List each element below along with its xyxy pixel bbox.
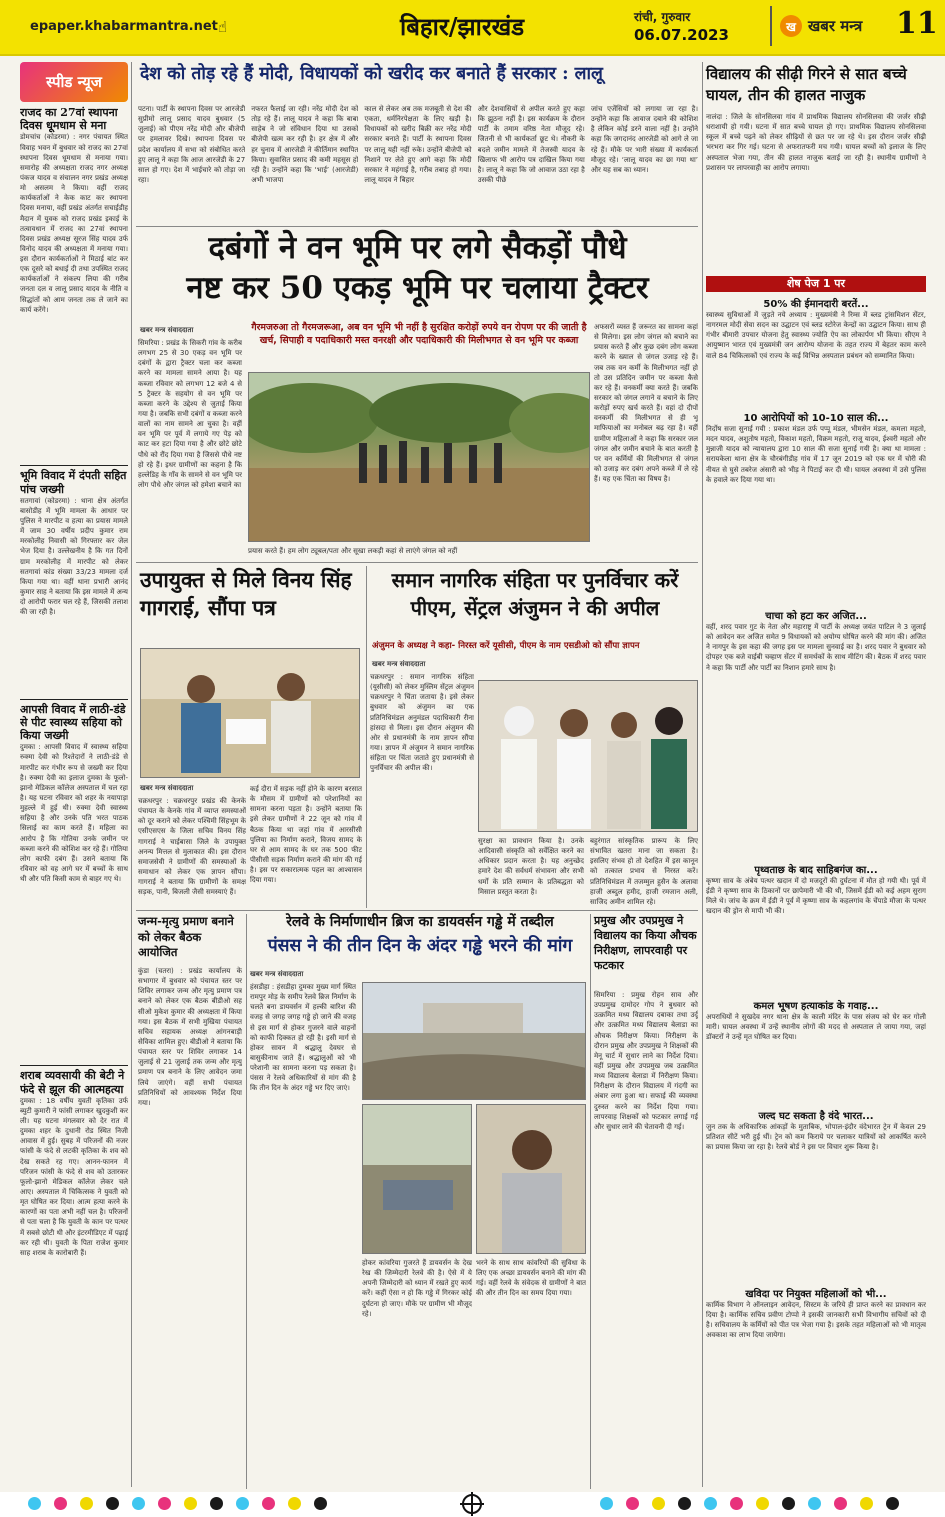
ucc-kicker: अंजुमन के अध्यक्ष ने कहा- निरस्त करें यूसीसी, पीएम के नाम एसडीओ को सौंपा ज्ञापन	[372, 641, 640, 651]
railway-photo-3-art	[477, 1105, 586, 1254]
viney-col-2: कई दौरा में सड़क नहीं होने के कारण बरसात के मौसम में ग्रामीणों को परेशानियों का सामना करना पड़ता है। उन्होंने बताया कि इसे लेकर ग्रामीणों ने 22 जून को गांव में बैठक किया था जहां गांव में आरसीसी पुलिया का निर्माण कराने, विजय सामद के घर से आम सामद के घर तक 500 फीट पीसीसी सड़क निर्माण कराने की मांग की गई है। इस पर सकारात्मक पहल का आश्वासन दिया गया।	[250, 785, 362, 885]
shesh-title-1: 50% की ईमानदारी बरतें...	[763, 299, 869, 310]
janm-headline: जन्म-मृत्यु प्रमाण बनाने को लेकर बैठक आयोजित	[138, 914, 234, 960]
lalu-headline: देश को तोड़ रहे हैं मोदी, विधायकों को खरीद कर बनाते हैं सरकार : लालू	[140, 64, 603, 84]
speed-news-body-2: सतगावां (कोडरमा) : थाना क्षेत्र अंतर्गत बासोडीह में भूमि मामला के आधार पर पुलिस ने मारपीट व हत्या का प्रयास मामले में जाम 30 वर्षीय प्रदीप कुमार राम मरकोलीह निवासी को गिरफ्तार कर जेल भेज दिया है। उल्लेखनीय है कि गत दिनों ग्राम मरकोलीह में मारपीट को लेकर सतगावां कांड संख्या 33/23 मामला दर्ज किया गया था। वहीं थाना प्रभारी आनंद कुमार साह ने बताया कि इस मामले में अन्य दो आरोपी फरार चल रहे हैं, जिसकी तलाश की जा रही है।	[20, 496, 128, 617]
speed-news-logo-text: स्पीड न्यूज	[46, 73, 102, 91]
speed-news-title-4: शराब व्यवसायी की बेटी ने फंदे से झूल की आत्महत्या	[20, 1069, 125, 1096]
edition-date: 06.07.2023	[634, 26, 729, 44]
column-rule	[131, 62, 132, 1487]
column-rule	[590, 914, 591, 1489]
lalu-body	[138, 104, 698, 224]
registration-dot	[288, 1497, 301, 1510]
railway-col-2: होकर कांवरिया गुजरते हैं डायवर्सन के देख रेख की जिम्मेदारी रेलवे की है। ऐसे में ये अपनी जिम्मेदारी को ध्यान में रखते हुए कार्य करें। कहीं ऐसा न हो कि गड्ढे में गिरकर कोई दुर्घटना हो जाए। मौके पर ग्रामीण भी मौजूद रहे।	[362, 1259, 472, 1318]
registration-dot	[28, 1497, 41, 1510]
shesh-body-2: निर्दोष सजा सुनाई गयी : प्रकाश मंडल उर्फ पप्पू मंडल, भीमसेन मंडल, कमला महतो, मदन यादव, अशुतोष महतो, विकाश महतो, विक्रम महतो, राजू यादव, ईश्वरी महतो और मुन्नाजी यादव को न्यायालय द्वारा 10 साल की सजा सुनाई गयी है। क्या था मामला : सरायकेला थाना क्षेत्र के चौरबंगीडीह गांव में 17 जून 2019 को एक घर में चोरी की नीयत से घुसे तबरेज अंसारी को भीड़ ने पिटाई कर दी थी। घायल अवस्था में उसे पुलिस के हवाले कर दिया गया था।	[706, 425, 926, 484]
railway-headline-1: रेलवे के निर्माणाधीन ब्रिज का डायवर्सन गड्ढे में तब्दील	[286, 914, 554, 930]
registration-dot	[756, 1497, 769, 1510]
registration-dot	[808, 1497, 821, 1510]
viney-col-1: चक्रधरपुर : चक्रधरपुर प्रखंड की केनके पंचायत के केनके गांव में व्याप्त समस्याओं को दूर कराने को लेकर पश्चिमी सिंहभूम के एसीएसएस के जिला सचिव विनय सिंह गागराई ने चाईबासा जिले के उपायुक्त अनन्य मित्तल से मुलाकात की। इस दौरान समाजसेवी ने ग्रामीणों की समस्याओं के समाधान को लेकर एक ज्ञापन सौंपा। गागराई ने बताया कि ग्रामीणों के समक्ष सड़क, पानी, बिजली जैसी समस्याएं हैं।	[138, 797, 246, 897]
school-headline: विद्यालय की सीढ़ी गिरने से सात बच्चे घायल, तीन की हालत नाजुक	[706, 65, 907, 104]
forest-kicker: गैरमजरुआ तो गैरमजरूआ, अब वन भूमि भी नहीं है सुरक्षित करोड़ों रुपये वन रोपण पर की जाती है खर्च, सिपाही व पदाधिकारी मस्त वनरक्षी और पदाधिकारी की मिलीभगत से वन भूमि पर कब्जा	[251, 322, 587, 346]
viney-photo	[140, 648, 360, 778]
registration-dot	[730, 1497, 743, 1510]
speed-news-body-3: दुमका : आपसी विवाद में स्वास्थ्य सहिया रुक्मा देवी को रिश्तेदारों ने लाठी-डंडे से मारपीट कर गंभीर रूप से जख्मी कर दिया है। रुक्मा देवी का इलाज दुमका के फूलो-झानो मेडिकल कॉलेज अस्पताल में चल रहा है। यह घटना रविवार को शहर के नयापाड़ा मुहल्ले में हुई थी। रुक्मा देवी स्वास्थ्य सहिया है और उनके पति भरत पाठक सिलाई का काम करते हैं। महिला का आरोप है कि गोतिया उनके जमीन पर कब्जा करने की कोशिश कर रहे हैं। गोतिया लोग काफी दबंग हैं। उसने बताया कि रविवार को वह आगे घर में बच्चों के साथ थी और पति किसी काम से बाहर गए थे।	[20, 743, 128, 884]
ucc-headline: समान नागरिक संहिता पर पुनर्विचार करें पीएम, सेंट्रल अंजुमन ने की अपील	[391, 568, 679, 620]
registration-dot	[600, 1497, 613, 1510]
shesh-body-7: कार्मिक विभाग ने ऑनलाइन आवेदन, सिस्टम के जरिये ही प्राप्त करने का प्रावधान कर दिया है। कार्मिक सचिव प्रवीण टोप्पो ने इसकी जानकारी सभी विभागीय सचिवों को दी है। सचिवालय के कर्मियों को पीत पत्र भेजा गया है। इसके तहत महिलाओं को भी मातृत्व अवकाश का लाभ दिया जायेगा।	[706, 1301, 926, 1340]
registration-dot	[184, 1497, 197, 1510]
registration-dot	[886, 1497, 899, 1510]
registration-crosshair-icon	[462, 1494, 482, 1514]
railway-photo-1-art	[363, 983, 586, 1100]
ucc-photo-art	[479, 681, 698, 832]
shesh-body-6: जुन तक के अधिकारिक आंकड़ों के मुताबिक, भोपाल-इंदौर वंदेभारत ट्रेन में केवल 29 प्रतिशत सीटें भरी हुई थीं। ट्रेन को कम किराये पर चलाकर यात्रियों को आकर्षित करने का प्रयास किया जा रहा है। रेलवे बोर्ड ने इस पर विचार शुरू किया है।	[706, 1123, 926, 1152]
viney-headline: उपायुक्त से मिले विनय सिंह गागराई, सौंपा पत्र	[140, 567, 352, 621]
shesh-body-1: स्वास्थ्य सुविधाओं में जुड़ते नये अध्याय : मुख्यमंत्री ने रिम्स में ब्लड ट्रांसमिशन सेंटर, नागरमल मोदी सेवा सदन का उद्घाटन एवं ब्लड स्टोरेज केन्द्रों का उद्घाटन किया। साथ ही गंभीर बीमारी उपचार योजना हेतु स्वास्थ्य ज्योति ऐप का लोकार्पण भी किया। सीएम ने आयुष्मान भारत एवं मुख्यमंत्री जन आरोग्य योजना के तहत राज्य में बेहतर काम करने वाले 84 चिकित्सकों एवं राज्य के कई विभिन्न अस्पताल प्रबंधन को सम्मानित किया।	[706, 311, 926, 360]
registration-dot	[262, 1497, 275, 1510]
ucc-photo	[478, 680, 698, 832]
ucc-col-3: बहुरंगात सांस्कृतिक प्रारूप के लिए संभावित खतरा माना जा सकता है। इसलिए संभव हो तो देशहित में इस कानून को तत्काल प्रभाव से निरस्त करें। प्रतिनिधिमंडल में तजम्मुल हुसैन के अलावा हाजी अब्दुल हमीद, हाजी रमजान अली, साजिद अमीन शामिल रहे।	[590, 837, 698, 906]
divider	[136, 226, 698, 227]
speed-news-column	[20, 62, 128, 1490]
speed-news-body-1: डोमचांच (कोडरमा) : नगर पंचायत स्थित विवाह भवन में बुधवार को राजद का 27वां स्थापना दिवस धूमधाम से मनाया गया। समारोह की अध्यक्षता राजद नगर अध्यक्ष पंकज यादव व संचालन नगर प्रखंड अध्यक्ष मो असलम ने किया। वहीं राजद कार्यकर्ताओं ने केक काट कर स्थापना दिवस मनाया, वहीं प्रखंड अंतर्गत सचाईडीह मैदान में युवक को राजद प्रखंड इकाई के तत्वावधान में राजद का 27वां स्थापना दिवस प्रखंड अध्यक्ष सूरज सिंह यादव उर्फ विनोद यादव की अध्यक्षता में मनाया गया। इस दौरान कार्यकर्ताओं ने मिठाई बांट कर एक दूसरे को बधाई दी तथा उपस्थित राजद कार्यकर्ताओं ने संकल्प लिया की गरीब जनता दल व लालू प्रसाद यादव के नीति व सिद्धांतों को आम जनता तक ले जाने का कार्य करेंगे।	[20, 133, 128, 314]
registration-dot	[704, 1497, 717, 1510]
shesh-body-3: वहीं, शरद पवार गुट के नेता और महाराष्ट्र में पार्टी के अध्यक्ष जयंत पाटिल ने 3 जुलाई को आवेदन कर अजित समेत 9 विधायकों को अयोग्य घोषित करने की मांग की। अजित ने नागपुर के इस कहा की जगह इस पर मामला सुनवाई का है। शरद पवार ने बुधवार को दोपहर एक बजे वाईबी चव्हाण सेंटर में समर्थकों के साथ मीटिंग की। बैठक में शरद पवार ने कहा कि पार्टी और पार्टी का निशान हमारे साथ है।	[706, 623, 926, 672]
edition-city-day: रांची, गुरुवार	[634, 10, 691, 24]
divider	[20, 699, 128, 700]
registration-dot	[860, 1497, 873, 1510]
forest-byline: खबर मन्त्र संवाददाता	[140, 326, 194, 334]
lalu-col-4: और देशवासियों से अपील करते हुए कहा कि झूठना नहीं है। इस कार्यक्रम के दौरान पार्टी के तमाम वरिष्ठ नेता मौजूद रहे। जितनी से भी कार्यकर्ता छूट थे। नौकरी के बदले जमीन मामले में तेजस्वी यादव के खिलाफ भी आरोप पत्र दाखिल किया गया है। लालू ने कहा कि जो आवाज उठा रहा है उसकी पीछे	[477, 105, 585, 184]
forest-headline-1: दबंगों ने वन भूमि पर लगे सैकड़ों पौधे	[208, 230, 627, 266]
shesh-title-4: पृथ्वताछ के बाद साहिबगंज का...	[754, 865, 878, 876]
site-url[interactable]: epaper.khabarmantra.net	[30, 19, 218, 34]
registration-dot	[158, 1497, 171, 1510]
column-rule	[366, 566, 367, 908]
lalu-col-5: जांच एजेंसियों को लगाया जा रहा है। उन्होंने कहा कि आवाज दबाने की कोशिश है लेकिन कोई डरने वाला नहीं है। उन्होंने कहा कि जगदानंद आरजेडी को आगे ले जा रहे हैं। मौके पर भारी संख्या में कार्यकर्ता मौजूद रहे। ‘लालू यादव का छा गया था’ और यह सब का ध्यान।	[590, 105, 699, 174]
registration-dot	[626, 1497, 639, 1510]
brand	[770, 6, 882, 46]
forest-col-right: अफसरों व्यस्त हैं जरूरत का सामना कहां से मिलेगा। इस लोग जंगल को बचाने का प्रयास करते हैं और कुछ दबंग लोग कब्जा करने के ख्याल से जंगल उजाड़ रहे हैं। जब तक वन कर्मी के मिलीभगत नहीं हो तो उस प्रतिदिन जमीन पर कब्जा कैसे कर रहे हैं। वनकर्मी क्या करते हैं। जबकि सरकार को जंगल लगाने व बचाने के लिए करोड़ों रुपए खर्च करते हैं। वहां दो दीपों वनकर्मी की मिलीभगत से ही भू माफियाओं का मनोबल बढ़ रहा है। वहीं ग्रामीण महिलाओं ने कहा कि सरकार जल जंगल और जमीन बचाने के बात करती है पर वन कर्मियों की मिलीभगत से जंगल को उजाड़ कर दबंग अपने कब्जे में ले रहे हैं। यह एक चिंता का विषय है।	[594, 323, 698, 484]
registration-dot	[782, 1497, 795, 1510]
section-title: बिहार/झारखंड	[400, 12, 525, 41]
pointer-icon: ☝	[218, 18, 228, 36]
registration-dot	[54, 1497, 67, 1510]
railway-photo-3	[476, 1104, 586, 1254]
lalu-col-1: पटना। पार्टी के स्थापना दिवस पर आरजेडी सुप्रीमो लालू प्रसाद यादव बुधवार (5 जुलाई) को पीएम नरेंद्र मोदी और बीजेपी पर हमलावर दिखे। स्थापना दिवस पर प्रदेश कार्यालय में सभा को संबोधित करते हुए लालू ने कहा कि आज आरजेडी के 27 साल हो गए। देश में भाईचारे को तोड़ा जा रहा।	[138, 105, 246, 184]
railway-headline-2: पंसस ने की तीन दिन के अंदर गड्ढे भरने की मांग	[267, 936, 573, 956]
divider	[20, 1065, 128, 1066]
registration-dot	[80, 1497, 93, 1510]
registration-dot	[652, 1497, 665, 1510]
registration-dot	[210, 1497, 223, 1510]
ucc-col-2: सुरक्षा का प्रावधान किया है। उनके आदिवासी संस्कृति को सर्वेक्षित करने का अधिकार प्रदान करता है। यह अनुच्छेद हमारे देश की सर्वधर्म संभावना और सभी धर्मों के प्रति सम्मान के प्रतिबद्धता को मिसाल प्रस्तुत करता है।	[478, 837, 584, 896]
forest-col-1: सिमरिया : प्रखंड के सिकरी गांव के करीब लगभग 25 से 30 एकड़ वन भूमि पर दबंगों के द्वारा ट्रैक्टर चला कर कब्जा करने का मामला सामने आया है। यह कब्जा रविवार को लगभग 12 बजे 4 से 5 ट्रैक्टर के सहयोग से वन भूमि पर कब्जा करने के उद्देश्य से जुताई किया गया है। जबकि सभी दबंगों व कब्जा करने वालों का नाम सामने आ चुका है। वहीं वन भूमि पर पूर्व में लगाये गए पेड़ को काट कर हटा दिया गया है और छोटे छोटे पौधे को रौंद दिया गया है जिससे पौधे नष्ट हो रहे हैं। इधर ग्रामीणों का कहना है कि हल्लेडिह के गाँव के सामने से वन भूमि पर लोग पौधे और जंगल को हमेशा बचाने का	[138, 339, 242, 489]
registration-dot	[314, 1497, 327, 1510]
railway-photo-1	[362, 982, 586, 1100]
lalu-col-3: काल से लेकर अब तक मजबूती से देश की एकता, धर्मनिरपेक्षता के लिए खड़ी है। विधायकों को खरीद बिक्री कर नरेंद्र मोदी सरकार बनाते हैं। पार्टी के स्थापना दिवस पर लालू यही नहीं रुके। उन्होंने बीजेपी को निशाने पर लेते हुए आगे कहा कि मोदी सरकार ने महंगाई है, गरीब तबाह हो गया। लालू यादव ने बिहार	[364, 105, 472, 184]
school-body: नालंदा : जिले के सोनसिलवा गांव में प्राथमिक विद्यालय सोनसिलवा की जर्जर सीढ़ी धराशायी हो गयी। घटना में सात बच्चे घायल हो गए। प्राथमिक विद्यालय सोनसिलवा स्कूल में बच्चे पढ़ने को लेकर सीढ़ियों से छत पर जा रहे थे। इस दौरान जर्जर सीढ़ी भरभरा कर गिर गई। घटना से अफरातफरी मच गयी। घायल बच्चों को इलाज के लिए अस्पताल भेजा गया, तीन की हालत नाजुक बताई जा रही है। स्थानीय ग्रामीणों ने प्रशासन पर लापरवाही का आरोप लगाया।	[706, 113, 926, 172]
shesh-column	[706, 296, 926, 1488]
page-header	[0, 0, 945, 56]
registration-dot	[678, 1497, 691, 1510]
shesh-title-6: जल्द घट सकता है वंदे भारत...	[758, 1111, 874, 1122]
shesh-title-3: चाचा को हटा कर अजित...	[765, 611, 867, 622]
speed-news-title-2: भूमि विवाद में दंपती सहित पांच जख्मी	[20, 469, 127, 496]
divider	[136, 910, 698, 911]
forest-photo-caption: प्रयास करते हैं। हम लोग ट्यूबल/पता और सूखा लकड़ी कहां से लाएंगे जंगल को नहीं	[248, 547, 458, 555]
shesh-body-5: अपराधियों ने सुखदेव नगर थाना क्षेत्र के काली मंदिर के पास संजय को घेर कर गोली मारी। घायल अवस्था में उन्हें स्थानीय लोगों की मदद से अस्पताल ले जाया गया, जहां डॉक्टरों ने उन्हें मृत घोषित कर दिया।	[706, 1013, 926, 1042]
page-number: 11	[896, 6, 938, 41]
prabhari-headline: प्रमुख और उपप्रमुख ने विद्यालय का किया औचक निरीक्षण, लापरवाही पर फटकार	[594, 914, 697, 972]
lalu-col-2: नफरत फैलाई जा रही। नरेंद्र मोदी देश को तोड़ रहे हैं। लालू यादव ने कहा कि बाबा साहेब ने जो संविधान दिया था उसको बीजेपी खत्म कर रही है। हर क्षेत्र में और हर चुनाव में आरजेडी ने कीर्तिमान स्थापित किया। सुवासित प्रसाद की कमी महसूस हो रही है। उन्होंने कहा कि ‘भाई’ (आरजेडी) अभी भाजपा	[251, 105, 359, 184]
registration-dot	[132, 1497, 145, 1510]
forest-photo-art	[249, 373, 590, 542]
brand-logo-icon: ख	[780, 15, 802, 37]
column-rule	[702, 62, 703, 1487]
janm-body: कुंडा (चतरा) : प्रखंड कार्यालय के सभागार में बुधवार को पंचायत स्तर पर शिविर लगाकर जन्म और मृत्यु प्रमाण पत्र बनाने को लेकर एक बैठक बीडीओ सह सीओ मुकेश कुमार की अध्यक्षता में किया गया। इस बैठक में सभी मुखिया पंचायत सचिव सहायक अध्यक्ष आंगनबाड़ी सेविका शामिल हुए। बीडीओ ने बताया कि पंचायत स्तर पर शिविर लगाकर 14 जुलाई से 21 जुलाई तक जन्म और मृत्यु प्रमाण पत्र बनाने के लिए आवेदन जमा लिये जाएंगे। वहीं सभी पंचायत प्रतिनिधियों को आवश्यक निर्देश दिया गया।	[138, 967, 242, 1107]
speed-news-body-4: दुमका : 18 वर्षीय युवती कृतिका उर्फ ब्युटी कुमारी ने फांसी लगाकर खुदकुशी कर ली। यह घटना मंगलवार को देर रात में दुमका शहर के दुधानी रोड स्थित निजी आवास में हुई। सुबह में परिजनों की नजर फांसी के फंदे से लटकी कृतिका के शव को देख सकते रह गए। आनन-फानन में परिजन फांसी के फंदे से शव को उतारकर फूलो-झानो मेडिकल कॉलेज लेकर चले आए। अस्पताल में चिकित्सक ने युवती को मृत घोषित कर दिया। आत्म हत्या करने के कारणों का पता अभी नहीं चल है। परिजनों से पता चला है कि युवती के कान पर पत्थर में सबसे छोटी थी और इंटरमीडिएट में पढ़ाई कर रही थी। युवती के पिता राजेश कुमार साह शराब के कारोबारी हैं।	[20, 1096, 128, 1257]
shesh-bar: शेष पेज 1 पर	[706, 276, 926, 292]
forest-photo	[248, 372, 590, 542]
forest-headline-2: नष्ट कर 50 एकड़ भूमि पर चलाया ट्रैक्टर	[186, 270, 649, 306]
speed-news-logo	[20, 62, 128, 102]
divider	[136, 562, 698, 563]
divider	[20, 465, 128, 466]
registration-dot	[834, 1497, 847, 1510]
shesh-title-7: खविदा पर नियुक्त महिलाओं को भी...	[745, 1289, 887, 1300]
ucc-col-1: चक्रधरपुर : समान नागरिक संहिता (यूसीसी) को लेकर मुस्लिम सेंट्रल अंजुमन चक्रधरपुर ने चिंता जताया है। इसे लेकर बुधवार को अंजुमन का एक प्रतिनिधिमंडल अनुमंडल पदाधिकारी रीना हांसदा से मिला। इस दौरान अंजुमन की ओर से प्रधानमंत्री के नाम ज्ञापन सौंपा गया। ज्ञापन में अंजुमन ने समान नागरिक संहिता पर चिंता जताते हुए प्रधानमंत्री से पुनर्विचार की अपील की।	[370, 673, 474, 773]
registration-dot	[106, 1497, 119, 1510]
shesh-body-4: कृष्णा साव के अंबेय पत्थर खदान में दो मजदूरों की दुर्घटना में मौत हो गयी थी। पूर्व में ईडी ने कृष्णा साव के ठिकानों पर छापेमारी भी की थी, जिसमें ईडी को कई अहम सुराग मिले थे। जांच के क्रम में ईडी ने पूर्व में कृष्णा साव के कहलगांव के चेंपाडे मौजा के पत्थर खदान की ड्रोन से मापी भी की।	[706, 877, 926, 916]
speed-news-title-1: राजद का 27वां स्थापना दिवस धूमधाम से मना	[20, 106, 118, 133]
column-rule	[246, 914, 247, 1489]
registration-dot	[236, 1497, 249, 1510]
shesh-title-2: 10 आरोपियों को 10-10 साल की...	[743, 413, 889, 424]
railway-byline: खबर मन्त्र संवाददाता	[250, 970, 304, 978]
viney-byline: खबर मन्त्र संवाददाता	[140, 784, 194, 792]
railway-photo-2-art	[363, 1105, 472, 1254]
shesh-title-5: कमल भूषण हत्याकांड के गवाह...	[753, 1001, 879, 1012]
viney-photo-art	[141, 649, 360, 778]
railway-col-3: भरने के साथ साथ कांवरियों की सुविधा के लिए एक अच्छा डायवर्सन बनाने की मांग की गई। वहीं रेलवे के संवेदक से ग्रामीणों ने बात की और तीन दिन का समय दिया गया।	[476, 1259, 586, 1298]
speed-news-title-3: आपसी विवाद में लाठी-डंडे से पीट स्वास्थ्य सहिया को किया जख्मी	[20, 702, 126, 743]
railway-photo-2	[362, 1104, 472, 1254]
brand-name: खबर मन्त्र	[808, 17, 863, 35]
railway-col-1: हंसडीहा : हंसडीहा दुमका मुख्य मार्ग स्थित रामपुर मोड़ के समीप रेलवे ब्रिज निर्माण के चलते बना डायवर्सन में हल्की बारिश की वजह से जगह जगह गड्ढे हो जाने की वजह से इस मार्ग से होकर गुजरने वाले वाहनों को काफी दिक्कत हो रही है। इसी मार्ग से होकर सावन में श्रद्धालु देवघर से बासुकीनाथ जाते हैं। श्रद्धालुओं को भी परेशानी का सामना करना पड़ सकता है। पंसस ने रेलवे अधिकारियों से मांग की है कि तीन दिन के अंदर गड्ढे भर दिए जाएं।	[250, 983, 356, 1093]
prabhari-body: सिमरिया : प्रमुख रोहन साव और उपप्रमुख दामोदर गोप ने बुधवार को उत्क्रमित मध्य विद्यालय दबाका तथा उर्दू और उत्क्रमित मध्य विद्यालय बेलाडा का औचक निरीक्षण किया। निरीक्षण के दौरान प्रमुख और उपप्रमुख ने शिक्षकों की मेनू चार्ट में सुधार लाने का निर्देश दिया। वहीं प्रमुख और उपप्रमुख जब उत्क्रमित मध्य विद्यालय बेलाडा में निरीक्षण किया। निरीक्षण के दौरान विद्यालय में गंदगी का अंबार लगा हुआ था। सफाई की व्यवस्था दुरुस्त करने का निर्देश दिया गया। लापरवाह शिक्षकों को फटकार लगाई गई और सुधार लाने की चेतावनी दी गई।	[594, 991, 698, 1131]
ucc-byline: खबर मन्त्र संवाददाता	[372, 660, 426, 668]
